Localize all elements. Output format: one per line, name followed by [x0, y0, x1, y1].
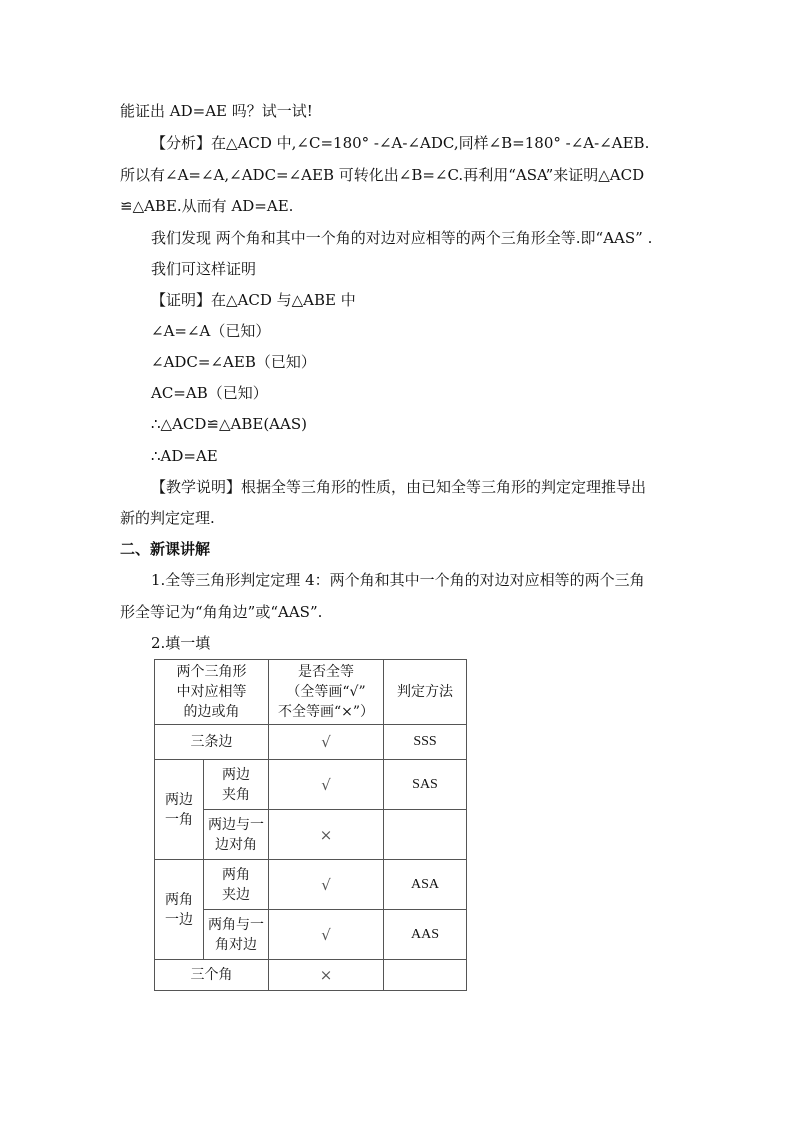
proof-conclusion-1: ∴△ACD≌△ABE(AAS) [151, 415, 307, 433]
header-text: （全等画“√” [286, 684, 366, 700]
label-text: 两边 [222, 766, 250, 783]
group-label [155, 860, 204, 960]
header-text: 不全等画“×”） [277, 704, 375, 720]
label-text: 夹边 [222, 886, 250, 903]
group-text: 两角 [165, 891, 193, 908]
table-row [155, 960, 467, 991]
proof-intro-text: 我们可这样证明 [151, 260, 257, 278]
method-cell [384, 960, 467, 991]
fill-in-heading: 2.填一填 [151, 634, 211, 652]
row-label [204, 760, 269, 810]
table-row [155, 760, 467, 810]
section-heading: 二、新课讲解 [120, 540, 211, 558]
proof-step-3: AC=AB（已知） [151, 384, 268, 402]
method-cell: ASA [384, 860, 467, 910]
cross-mark: × [269, 960, 384, 991]
proof-heading: 【证明】在△ACD 与△ABE 中 [151, 291, 356, 309]
method-cell: AAS [384, 910, 467, 960]
method-cell: SSS [384, 725, 467, 760]
label-text: 边对角 [215, 836, 257, 853]
method-cell [384, 810, 467, 860]
header-text: 两个三角形 [176, 664, 247, 680]
label-text: 两角 [222, 866, 250, 883]
congruence-table [154, 659, 467, 991]
label-text: 夹角 [222, 786, 250, 803]
header-text: 的边或角 [183, 704, 240, 720]
table-row [155, 860, 467, 910]
table-header-row [155, 660, 467, 725]
header-cell-congruent [269, 660, 384, 725]
group-text: 一角 [165, 811, 193, 828]
proof-step-1: ∠A=∠A（已知） [151, 322, 271, 340]
row-label [204, 860, 269, 910]
label-text: 两角与一 [208, 916, 264, 933]
header-text: 是否全等 [298, 664, 354, 680]
group-text: 两边 [165, 791, 193, 808]
header-text: 中对应相等 [176, 684, 247, 700]
check-mark: √ [269, 910, 384, 960]
analysis-line-1: 【分析】在△ACD 中,∠C=180° -∠A-∠ADC,同样∠B=180° -∠A-∠AEB. [151, 134, 650, 152]
proof-conclusion-2: ∴AD=AE [151, 447, 218, 465]
analysis-line-2: 所以有∠A=∠A,∠ADC=∠AEB 可转化出∠B=∠C.再利用“ASA”来证明△ACD [120, 166, 645, 184]
label-text: 两边与一 [208, 816, 264, 833]
row-label: 三条边 [155, 725, 269, 760]
label-text: 角对边 [215, 936, 257, 953]
header-cell-elements [155, 660, 269, 725]
discovery-text: 我们发现 两个角和其中一个角的对边对应相等的两个三角形全等.即“AAS” . [151, 229, 653, 247]
row-label [204, 910, 269, 960]
theorem-line-1: 1.全等三角形判定定理 4：两个角和其中一个角的对边对应相等的两个三角 [151, 571, 645, 589]
row-label [204, 810, 269, 860]
header-cell-method: 判定方法 [384, 660, 467, 725]
group-label [155, 760, 204, 860]
method-cell: SAS [384, 760, 467, 810]
question-text: 能证出 AD=AE 吗？试一试! [120, 102, 313, 120]
check-mark: √ [269, 860, 384, 910]
group-text: 一边 [165, 911, 193, 928]
theorem-line-2: 形全等记为“角角边”或“AAS”. [120, 603, 323, 621]
row-label: 三个角 [155, 960, 269, 991]
teaching-note-line-2: 新的判定定理. [120, 509, 215, 527]
analysis-line-3: ≌△ABE.从而有 AD=AE. [120, 197, 294, 215]
proof-step-2: ∠ADC=∠AEB（已知） [151, 353, 316, 371]
check-mark: √ [269, 760, 384, 810]
table-row [155, 725, 467, 760]
teaching-note-line-1: 【教学说明】根据全等三角形的性质，由已知全等三角形的判定定理推导出 [151, 478, 647, 496]
check-mark: √ [269, 725, 384, 760]
cross-mark: × [269, 810, 384, 860]
